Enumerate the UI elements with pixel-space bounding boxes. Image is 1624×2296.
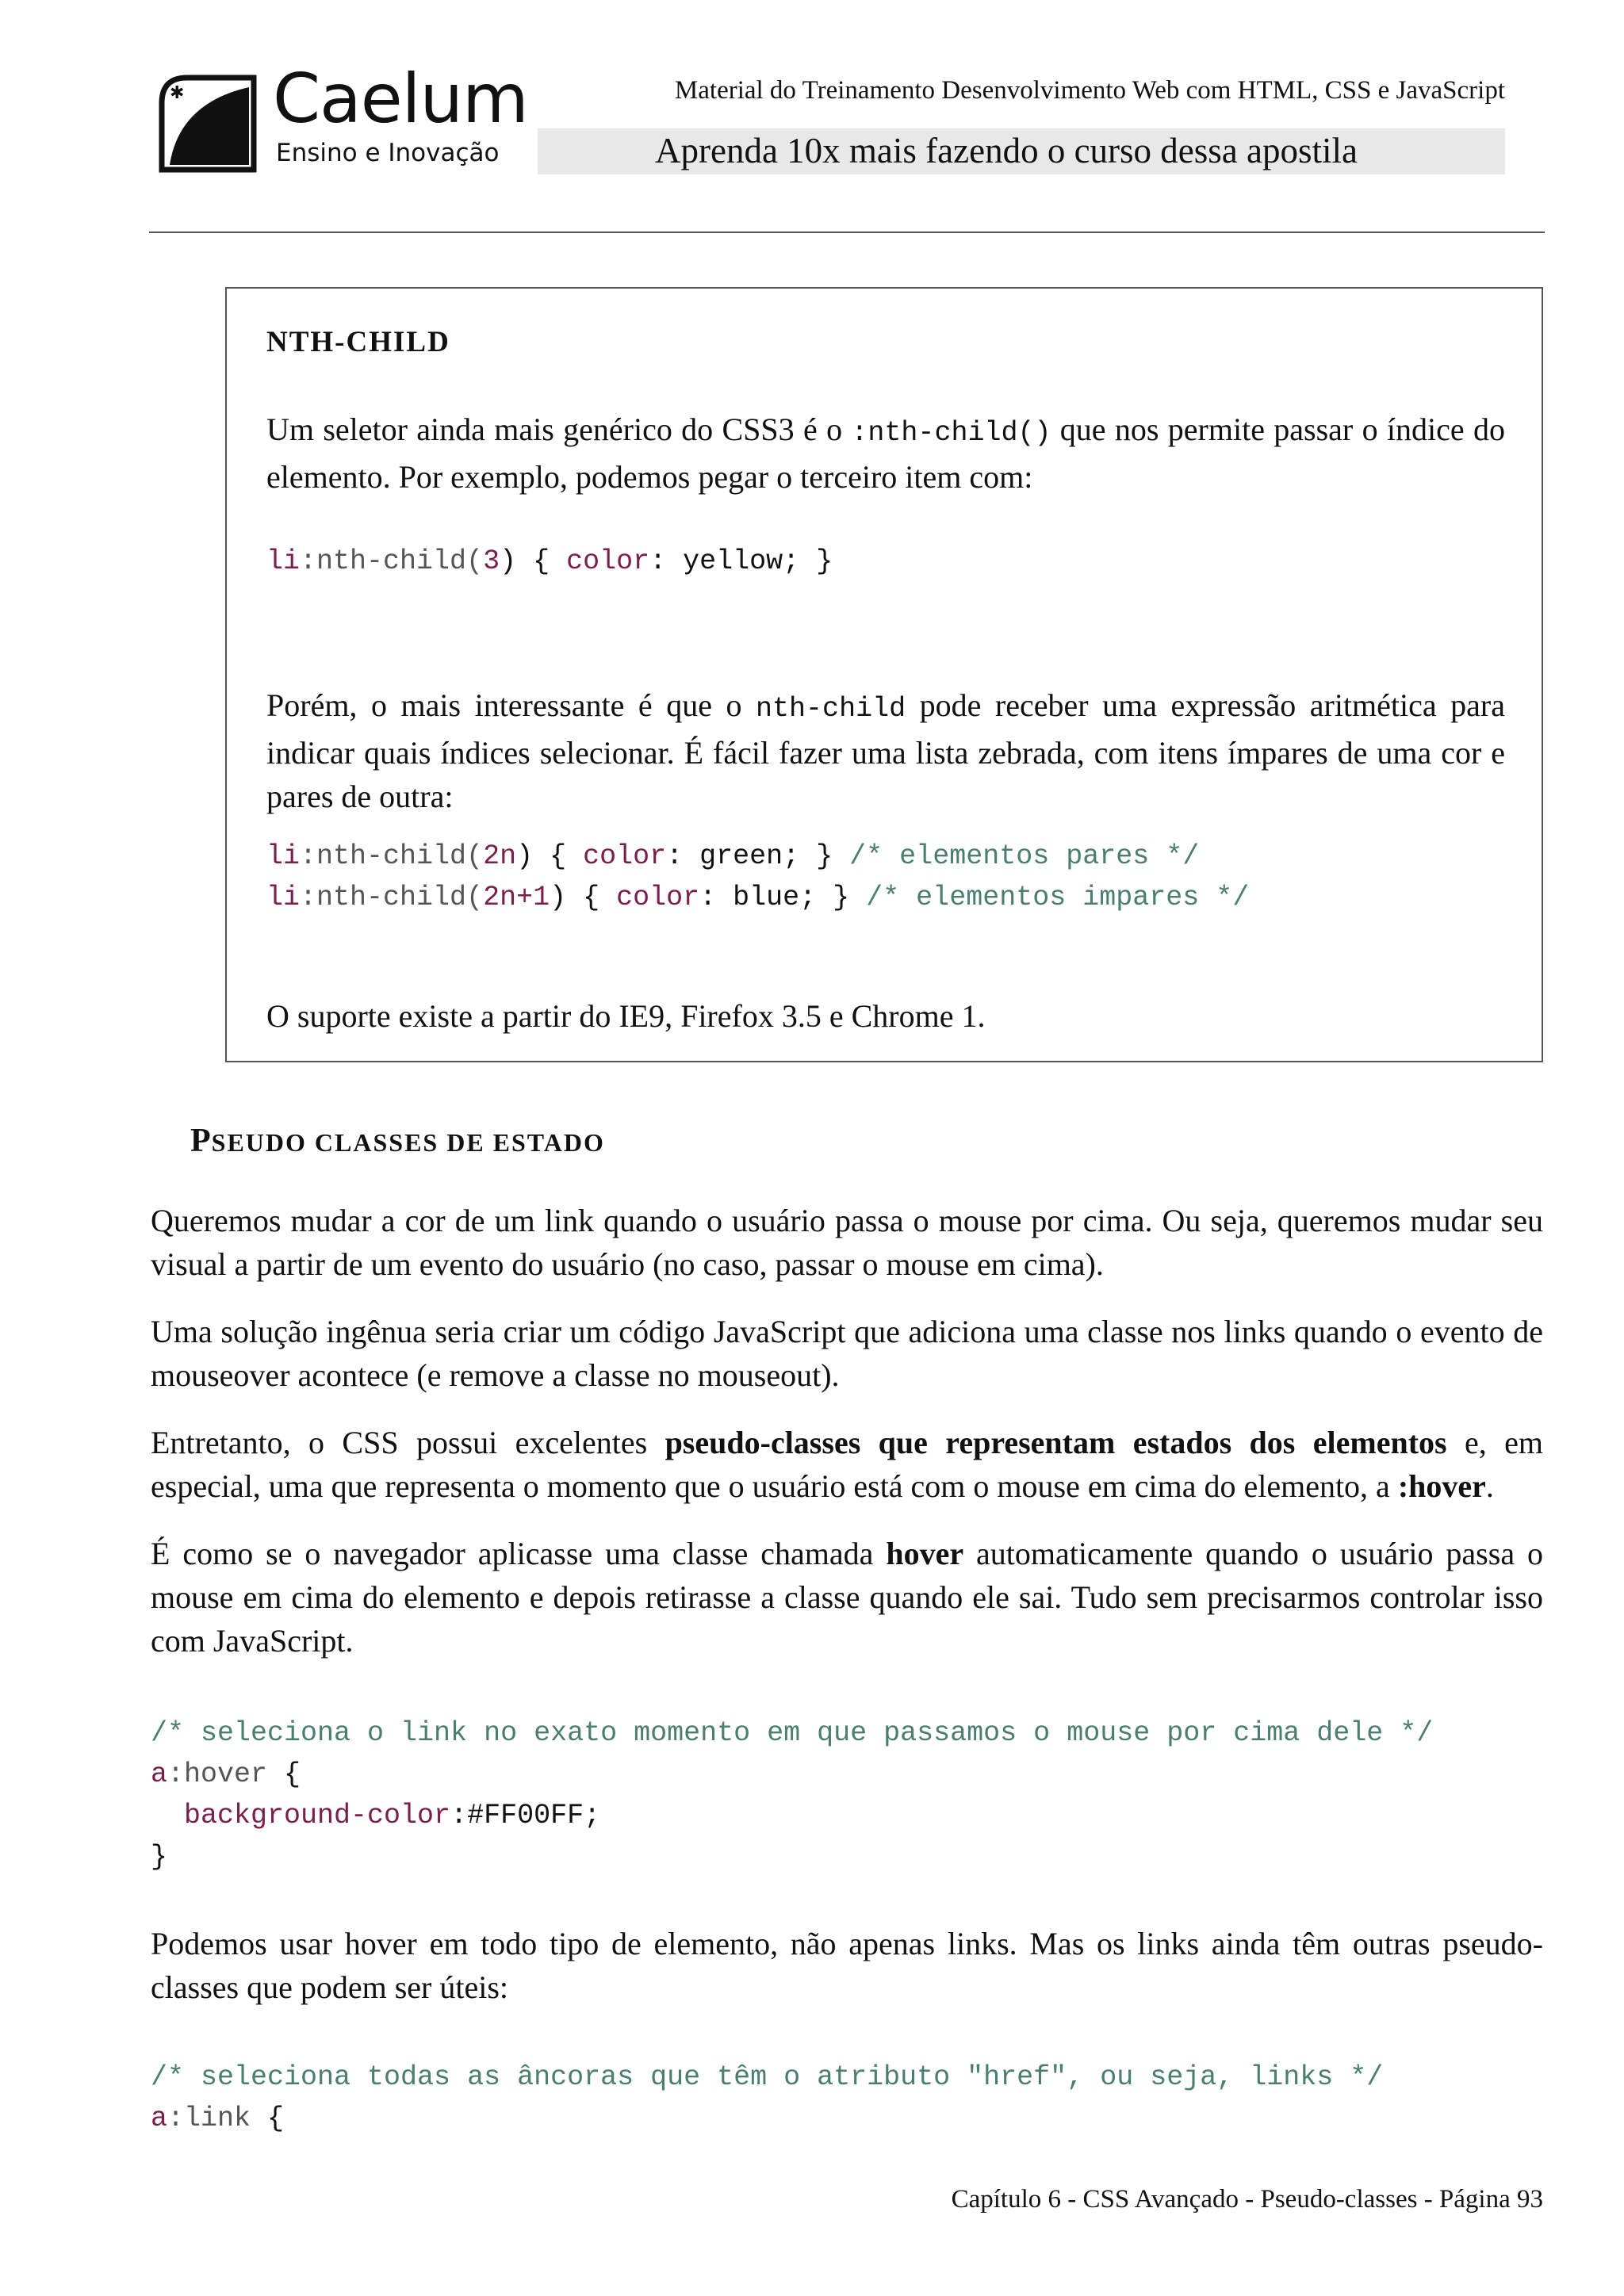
logo-tagline: Ensino e Inovação <box>276 139 500 167</box>
inline-code: nth-child <box>756 693 906 725</box>
promo-band <box>538 128 1505 174</box>
material-title: Material do Treinamento Desenvolvimento Web com HTML, CSS e JavaScript <box>674 76 1505 105</box>
nth-child-box <box>225 287 1543 1062</box>
box-paragraph-2: Porém, o mais interessante é que o nth-child pode receber uma expressão aritmética para indicar quais índices selecionar. É fácil fazer uma lista zebrada, com itens ímpares de uma cor e pares de outra: <box>266 687 1506 814</box>
code-block-4: /* seleciona todas as âncoras que têm o atributo "href", ou seja, links */ a:link { <box>151 2061 1384 2134</box>
promo-text: Aprenda 10x mais fazendo o curso dessa apostila <box>655 131 1358 170</box>
logo-wordmark: Caelum <box>273 59 528 139</box>
code-block-2: li:nth-child(2n) { color: green; } /* elementos pares */ li:nth-child(2n+1) { color: blue; } /* elementos impares */ <box>266 840 1250 913</box>
page-footer: Capítulo 6 - CSS Avançado - Pseudo-classes - Página 93 <box>951 2185 1543 2214</box>
section-paragraph-1: Queremos mudar a cor de um link quando o usuário passa o mouse por cima. Ou seja, queremos mudar seu visual a partir de um evento do usuário (no caso, passar o mouse em cima). <box>151 1203 1543 1282</box>
section-paragraph-4: É como se o navegador aplicasse uma classe chamada hover automaticamente quando o usuário passa o mouse em cima do elemento e depois retirasse a classe quando ele sai. Tudo sem precisarmos controlar isso com JavaScript. <box>151 1536 1543 1659</box>
svg-text:✱: ✱ <box>170 83 185 103</box>
box-title: NTH-CHILD <box>266 326 450 358</box>
caelum-logo <box>155 59 528 179</box>
section-paragraph-5: Podemos usar hover em todo tipo de elemento, não apenas links. Mas os links ainda têm outras pseudo-classes que podem ser úteis: <box>151 1926 1543 2005</box>
header-divider <box>149 232 1545 233</box>
code-block-1: li:nth-child(3) { color: yellow; } <box>266 545 833 577</box>
section-paragraph-2: Uma solução ingênua seria criar um código JavaScript que adiciona uma classe nos links quando o evento de mouseover acontece (e remove a classe no mouseout). <box>151 1314 1543 1393</box>
box-paragraph-3: O suporte existe a partir do IE9, Firefox 3.5 e Chrome 1. <box>266 998 986 1034</box>
box-paragraph-1: Um seletor ainda mais genérico do CSS3 é o :nth-child() que nos permite passar o índice do elemento. Por exemplo, podemos pegar o terceiro item com: <box>266 411 1505 495</box>
inline-code: :nth-child() <box>851 417 1051 449</box>
caelum-logo-icon <box>155 71 257 173</box>
section-paragraph-3: Entretanto, o CSS possui excelentes pseudo-classes que representam estados dos elementos e, em especial, uma que representa o momento que o usuário está com o mouse em cima do elemento, a :hover. <box>151 1425 1544 1504</box>
section-title: PSEUDO CLASSES DE ESTADO <box>190 1123 605 1159</box>
code-block-3: /* seleciona o link no exato momento em que passamos o mouse por cima dele */ a:hover { background-color:#FF00FF; } <box>151 1717 1434 1873</box>
